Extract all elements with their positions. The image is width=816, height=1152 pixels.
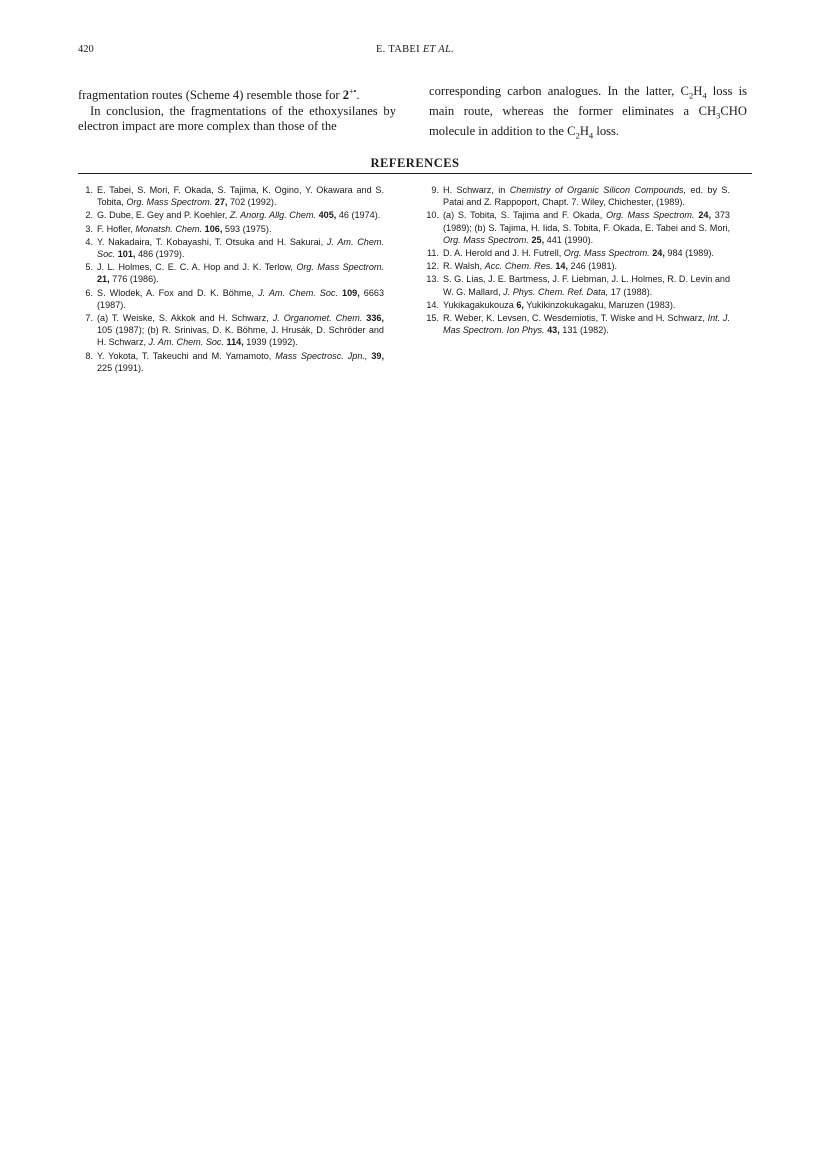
reference-text: E. Tabei, S. Mori, F. Okada, S. Tajima, K. Ogino, Y. Okawara and S. Tobita, [97, 185, 384, 208]
body-column-right [429, 84, 747, 144]
volume-number: 24, [652, 248, 665, 259]
reference-text: Y. Yokota, T. Takeuchi and M. Yamamoto, [97, 350, 276, 361]
body-paragraph-conclusion: In conclusion, the fragmentations of the ethoxysilanes by electron impact are more complex than those of the [78, 103, 396, 134]
ion-label: 2 [342, 88, 350, 103]
journal-title: Int. J. Mas Spectrom. Ion Phys. [443, 313, 730, 336]
body-text: loss is main route, whereas the former eliminates a CH [429, 84, 748, 119]
reference-item [424, 260, 730, 272]
running-head [78, 44, 752, 55]
reference-number: 7. [85, 313, 93, 324]
subscript: 2 [575, 130, 580, 141]
reference-number: 10. [426, 210, 439, 221]
volume-number: 114, [226, 337, 244, 348]
reference-number: 1. [85, 185, 93, 195]
reference-text: 46 (1974). [336, 210, 381, 221]
journal-title: J. Am. Chem. Soc. [97, 236, 384, 260]
reference-number: 2. [85, 210, 93, 221]
body-text: H [693, 84, 703, 98]
volume-number: 14, [555, 261, 569, 272]
reference-text: 1939 (1992). [243, 337, 298, 348]
reference-item [78, 184, 384, 208]
journal-title: Org. Mass Spectrom. [126, 197, 213, 208]
volume-number: 25, [531, 234, 545, 245]
reference-item [78, 209, 384, 221]
journal-title: Org. Mass Spectrom. [606, 210, 695, 221]
references-column-left [78, 184, 384, 375]
reference-text: F. Hofler, [97, 223, 136, 234]
journal-title: Org. Mass Spectrom. [563, 248, 650, 259]
reference-text: 776 (1986). [109, 274, 159, 285]
reference-text: 6663 (1987). [97, 287, 385, 310]
journal-title: Z. Anorg. Allg. Chem. [229, 210, 317, 221]
volume-number: 39, [371, 350, 385, 361]
journal-title: J. Organomet. Chem. [272, 313, 363, 324]
running-head-authors: E. TABEI [375, 44, 420, 55]
subscript: 2 [688, 90, 694, 101]
reference-number: 11. [427, 248, 439, 259]
journal-title: J. Am. Chem. Soc. [148, 337, 225, 348]
reference-text: 225 (1991). [97, 362, 144, 373]
reference-text: 373 (1989); (b) S. Tajima, H. Iida, S. Tobita, F. Okada, E. Tabei and S. Mori, [443, 210, 730, 233]
body-paragraph [429, 84, 747, 144]
volume-number: 43, [547, 325, 560, 336]
reference-text: D. A. Herold and J. H. Futrell, [443, 248, 564, 259]
journal-title: Org. Mass Spectrom. [296, 262, 384, 273]
references-heading: REFERENCES [370, 156, 460, 170]
reference-text: 441 (1990). [544, 234, 594, 245]
reference-number: 15. [426, 313, 439, 324]
body-text: CHO molecule in addition to the C [429, 104, 747, 139]
reference-number: 9. [431, 185, 439, 195]
reference-text: S. Wlodek, A. Fox and D. K. Böhme, [97, 287, 259, 298]
references-rule [78, 173, 752, 174]
reference-text: R. Weber, K. Levsen, C. Wesdemiotis, T. Wiske and H. Schwarz, [443, 313, 708, 324]
reference-text: 593 (1975). [222, 223, 272, 234]
reference-text: (a) S. Tobita, S. Tajima and F. Okada, [443, 210, 607, 221]
reference-text: Yukikagakukouza [443, 299, 517, 310]
body-text: H [579, 124, 589, 139]
body-column-left [78, 84, 396, 135]
page-number: 420 [78, 44, 94, 55]
volume-number: 27, [214, 197, 228, 208]
page-header [78, 44, 752, 60]
reference-text: (a) T. Weiske, S. Akkok and H. Schwarz, [97, 313, 273, 324]
reference-item [78, 350, 384, 374]
journal-title: J. Phys. Chem. Ref. Data, [503, 286, 609, 297]
reference-number: 14. [426, 299, 439, 310]
volume-number: 106, [204, 223, 223, 234]
reference-number: 6. [85, 287, 93, 298]
volume-number: 21, [97, 274, 110, 285]
reference-number: 3. [85, 223, 93, 234]
reference-text: R. Walsh, [443, 261, 485, 272]
reference-item [424, 184, 730, 208]
volume-number: 24, [698, 210, 711, 221]
journal-title: Acc. Chem. Res. [484, 261, 553, 272]
reference-item [424, 273, 730, 297]
reference-text: 702 (1992). [227, 197, 277, 208]
reference-text: G. Dube, E. Gey and P. Koehler, [97, 210, 230, 221]
reference-item [424, 247, 730, 259]
reference-text: J. L. Holmes, C. E. C. A. Hop and J. K. Terlow, [97, 262, 297, 273]
reference-text: Yukikinzokukagaku, Maruzen (1983). [523, 299, 676, 310]
reference-text: 246 (1981). [568, 261, 618, 272]
body-text: corresponding carbon analogues. In the latter, C [429, 84, 689, 98]
reference-item [424, 299, 730, 311]
journal-title: Mass Spectrosc. Jpn., [275, 350, 368, 361]
reference-text: H. Schwarz, in [443, 185, 510, 195]
journal-title: Org. Mass Spectrom. [443, 234, 529, 245]
reference-number: 5. [85, 262, 93, 273]
volume-number: 109, [342, 287, 360, 298]
subscript: 3 [716, 110, 721, 121]
subscript: 4 [702, 90, 707, 101]
body-paragraph [78, 84, 396, 104]
reference-number: 8. [85, 350, 93, 361]
reference-item [78, 236, 384, 260]
reference-number: 13. [426, 274, 439, 285]
journal-title: J. Am. Chem. Soc. [258, 287, 339, 298]
reference-text: 105 (1987); (b) R. Srinivas, D. K. Böhme, J. Hrusák, D. Schröder and H. Schwarz, [97, 325, 384, 348]
volume-number: 336, [366, 313, 384, 324]
reference-item [78, 287, 384, 311]
body-text: fragmentation routes (Scheme 4) resemble those for [78, 88, 343, 103]
reference-text: 17 (1988). [608, 286, 653, 297]
journal-title: Chemistry of Organic Silicon Compounds, [509, 185, 686, 195]
reference-number: 12. [426, 261, 439, 272]
reference-number: 4. [85, 236, 93, 247]
volume-number: 6, [516, 299, 524, 310]
reference-text: Y. Nakadaira, T. Kobayashi, T. Otsuka and H. Sakurai, [97, 236, 327, 247]
body-text: loss. [593, 124, 620, 139]
journal-title: Monatsh. Chem. [135, 223, 203, 234]
subscript: 4 [588, 130, 594, 141]
reference-item [424, 209, 730, 246]
reference-text: 984 (1989). [664, 248, 714, 259]
running-head-etal: ET AL. [422, 44, 455, 55]
body-text: . [356, 88, 360, 103]
reference-item [424, 312, 730, 336]
volume-number: 405, [318, 210, 337, 221]
reference-text: 486 (1979). [135, 249, 185, 260]
reference-item [78, 261, 384, 285]
reference-text: ed. by S. Patai and Z. Rappoport, Chapt. 7. Wiley, Chichester, (1989). [443, 185, 731, 208]
reference-item [78, 223, 384, 235]
reference-text: 131 (1982). [559, 325, 609, 336]
volume-number: 101, [117, 249, 136, 260]
reference-text: S. G. Lias, J. E. Bartmess, J. F. Liebman, J. L. Holmes, R. D. Levin and W. G. Mallard, [443, 274, 730, 297]
ion-charge: +• [349, 87, 357, 96]
reference-item [78, 312, 384, 349]
references-column-right [424, 184, 730, 337]
